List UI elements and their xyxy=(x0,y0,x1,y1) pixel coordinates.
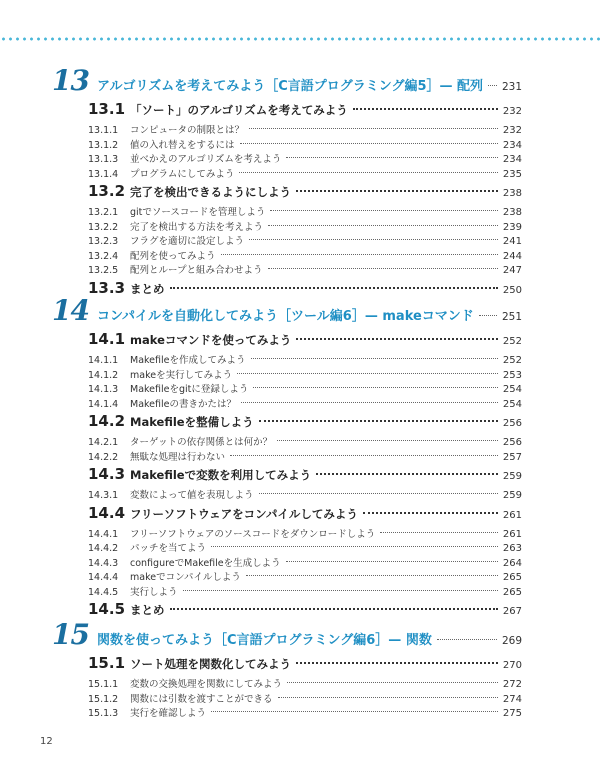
subsection-entry xyxy=(88,204,522,218)
page-ref: 251 xyxy=(501,311,522,323)
page-ref: 232 xyxy=(502,106,522,117)
section-number: 13.2 xyxy=(88,182,126,200)
subsection-title: 完了を検出する方法を考えよう xyxy=(130,221,264,233)
chapter-title: 関数を使ってみよう［C言語プログラミング編6］— 関数 xyxy=(96,633,432,648)
subsection-entry xyxy=(88,691,522,705)
page-ref: 275 xyxy=(502,708,522,719)
dot-leader xyxy=(268,268,498,269)
subsection-number: 14.4.2 xyxy=(88,543,119,554)
page-ref: 244 xyxy=(502,250,522,262)
dot-leader xyxy=(363,512,498,514)
page-ref: 259 xyxy=(502,490,522,501)
section-entry xyxy=(88,330,522,348)
page-ref: 263 xyxy=(502,543,522,554)
subsection-entry xyxy=(88,555,522,569)
page-ref: 241 xyxy=(502,236,522,247)
subsection-title: 実行しよう xyxy=(130,586,178,598)
page-ref: 250 xyxy=(502,284,522,296)
dot-leader xyxy=(249,239,498,240)
subsection-number: 13.2.2 xyxy=(88,221,119,233)
dot-leader xyxy=(278,697,498,698)
subsection-title: フラグを適切に設定しよう xyxy=(130,236,245,247)
subsection-number: 15.1.3 xyxy=(88,708,119,719)
dot-leader xyxy=(183,590,498,591)
dot-leader xyxy=(286,561,498,562)
chapter-number: 13 xyxy=(52,64,89,97)
chapter-heading xyxy=(52,64,522,97)
page-ref: 239 xyxy=(502,221,522,233)
section-number: 14.4 xyxy=(88,503,126,522)
page-ref: 238 xyxy=(502,188,522,199)
subsection-number: 13.2.5 xyxy=(88,265,119,276)
subsection-title: 並べかえのアルゴリズムを考えよう xyxy=(130,154,282,165)
section-entry xyxy=(88,654,522,672)
dot-leader xyxy=(353,108,498,110)
subsection-title: コンピュータの制限とは？ xyxy=(130,125,245,136)
page-ref: 261 xyxy=(502,528,522,540)
section-title: makeコマンドを使ってみよう xyxy=(130,333,292,347)
dot-leader xyxy=(237,373,498,374)
section-entry xyxy=(88,504,522,522)
section-title: まとめ xyxy=(130,603,165,617)
subsection-number: 14.4.4 xyxy=(88,572,119,583)
subsection-number: 13.1.4 xyxy=(88,168,119,180)
dot-leader xyxy=(316,473,498,475)
subsection-number: 13.2.4 xyxy=(88,250,119,262)
subsection-number: 14.3.1 xyxy=(88,490,119,501)
subsection-title: プログラムにしてみよう xyxy=(130,168,235,180)
section-entry xyxy=(88,412,522,430)
subsection-number: 14.2.1 xyxy=(88,437,119,448)
dot-leader xyxy=(240,143,498,144)
page-ref: 234 xyxy=(502,154,522,165)
page-ref: 254 xyxy=(502,398,522,410)
subsection-entry xyxy=(88,584,522,598)
section-entry xyxy=(88,100,522,118)
page-ref: 254 xyxy=(502,384,522,395)
dot-leader xyxy=(270,210,497,211)
subsection-entry xyxy=(88,262,522,276)
subsection-entry xyxy=(88,166,522,180)
dot-leader xyxy=(211,546,498,547)
section-number: 14.1 xyxy=(88,330,126,348)
subsection-entry xyxy=(88,367,522,381)
section-title: 完了を検出できるようにしよう xyxy=(130,185,291,199)
subsection-entry xyxy=(88,569,522,583)
dot-leader xyxy=(246,575,498,576)
page-ref: 259 xyxy=(502,471,522,482)
subsection-title: 配列とループと組み合わせよう xyxy=(130,265,263,276)
page-ref: 267 xyxy=(502,606,522,617)
subsection-number: 13.1.3 xyxy=(88,154,119,165)
subsection-number: 14.2.2 xyxy=(88,451,119,463)
subsection-title: Makefileをgitに登録しよう xyxy=(130,384,249,395)
subsection-number: 14.4.3 xyxy=(88,557,119,569)
subsection-entry xyxy=(88,248,522,262)
subsection-entry xyxy=(88,396,522,410)
dot-leader xyxy=(239,172,498,173)
section-entry xyxy=(88,182,522,200)
subsection-entry xyxy=(88,434,522,448)
chapter-title: アルゴリズムを考えてみよう［C言語プログラミング編5］— 配列 xyxy=(96,79,484,94)
section-entry xyxy=(88,465,522,483)
dot-leader xyxy=(268,225,498,226)
dot-leader xyxy=(296,338,498,340)
subsection-number: 14.1.1 xyxy=(88,355,119,366)
decorative-dot-border xyxy=(0,37,600,41)
subsection-number: 14.1.4 xyxy=(88,398,119,410)
page-ref: 232 xyxy=(502,125,522,136)
section-title: Makefileで変数を利用してみよう xyxy=(130,468,312,482)
subsection-title: configureでMakefileを生成しよう xyxy=(130,557,281,569)
subsection-number: 14.1.3 xyxy=(88,384,119,395)
subsection-number: 15.1.2 xyxy=(88,693,119,705)
chapter-title: コンパイルを自動化してみよう［ツール編6］— makeコマンド xyxy=(96,309,474,324)
dot-leader xyxy=(437,639,497,640)
dot-leader xyxy=(221,254,498,255)
subsection-title: Makefileの書きかたは？ xyxy=(130,398,236,410)
subsection-title: 変数の交換処理を関数にしてみよう xyxy=(130,679,283,690)
subsection-entry xyxy=(88,352,522,366)
subsection-title: 変数によって値を表現しよう xyxy=(130,490,254,501)
section-title: ソート処理を関数化してみよう xyxy=(130,657,291,671)
page-ref: 265 xyxy=(502,572,522,583)
section-number: 13.1 xyxy=(88,100,126,118)
subsection-entry xyxy=(88,540,522,554)
page-ref: 269 xyxy=(501,635,522,647)
section-number: 14.5 xyxy=(88,600,126,618)
page-ref: 270 xyxy=(502,660,522,671)
dot-leader xyxy=(488,85,497,86)
dot-leader xyxy=(296,190,498,192)
subsection-title: Makefileを作成してみよう xyxy=(130,355,246,366)
dot-leader xyxy=(249,128,498,129)
subsection-number: 14.4.1 xyxy=(88,528,119,540)
subsection-entry xyxy=(88,233,522,247)
dot-leader xyxy=(286,157,497,158)
chapter-heading xyxy=(52,294,522,327)
dot-leader xyxy=(251,358,498,359)
subsection-number: 13.1.2 xyxy=(88,139,119,151)
subsection-title: フリーソフトウェアのソースコードをダウンロードしよう xyxy=(130,528,376,540)
dot-leader xyxy=(230,455,498,456)
section-title: フリーソフトウェアをコンパイルしてみよう xyxy=(130,506,358,521)
page-ref: 238 xyxy=(502,207,522,218)
dot-leader xyxy=(259,420,498,422)
dot-leader xyxy=(259,493,498,494)
page-ref: 252 xyxy=(502,355,522,366)
subsection-number: 14.1.2 xyxy=(88,369,119,381)
subsection-number: 13.2.3 xyxy=(88,236,119,247)
dot-leader xyxy=(380,532,498,533)
dot-leader xyxy=(277,440,498,441)
subsection-title: makeを実行してみよう xyxy=(130,369,233,381)
subsection-title: 実行を確認しよう xyxy=(130,708,207,719)
page-ref: 257 xyxy=(502,451,522,463)
page-ref: 265 xyxy=(502,586,522,598)
dot-leader xyxy=(211,711,498,712)
subsection-entry xyxy=(88,381,522,395)
subsection-number: 15.1.1 xyxy=(88,679,119,690)
subsection-entry xyxy=(88,449,522,463)
subsection-title: gitでソースコードを管理しよう xyxy=(130,207,266,218)
dot-leader xyxy=(479,315,497,316)
dot-leader xyxy=(296,662,498,664)
page-ref: 272 xyxy=(502,679,522,690)
subsection-entry xyxy=(88,676,522,690)
subsection-entry xyxy=(88,705,522,719)
chapter-number: 14 xyxy=(52,294,89,327)
section-title: まとめ xyxy=(130,281,165,296)
subsection-entry xyxy=(88,526,522,540)
page-ref: 256 xyxy=(502,418,522,429)
page-ref: 234 xyxy=(502,139,522,151)
page-ref: 256 xyxy=(502,437,522,448)
subsection-entry xyxy=(88,219,522,233)
page-ref: 247 xyxy=(502,265,522,276)
subsection-title: makeでコンパイルしよう xyxy=(130,572,241,583)
section-entry xyxy=(88,600,522,618)
subsection-title: 無駄な処理は行わない xyxy=(130,451,226,463)
subsection-title: 関数には引数を渡すことができる xyxy=(130,693,273,705)
page-ref: 231 xyxy=(501,81,522,93)
subsection-number: 14.4.5 xyxy=(88,586,119,598)
page-ref: 261 xyxy=(502,509,522,521)
subsection-title: 配列を使ってみよう xyxy=(130,250,216,262)
subsection-entry xyxy=(88,151,522,165)
subsection-entry xyxy=(88,137,522,151)
section-title: Makefileを整備しよう xyxy=(130,415,254,429)
subsection-number: 13.1.1 xyxy=(88,125,119,136)
dot-leader xyxy=(253,387,498,388)
chapter-heading xyxy=(52,618,522,651)
page-ref: 252 xyxy=(502,336,522,347)
page-ref: 253 xyxy=(502,369,522,381)
subsection-title: ターゲットの依存関係とは何か？ xyxy=(130,437,273,448)
section-title: 「ソート」のアルゴリズムを考えてみよう xyxy=(130,103,348,117)
chapter-number: 15 xyxy=(52,618,89,651)
subsection-title: パッチを当てよう xyxy=(130,543,207,554)
dot-leader xyxy=(241,402,498,403)
subsection-number: 13.2.1 xyxy=(88,207,119,218)
section-number: 14.2 xyxy=(88,412,126,430)
dot-leader xyxy=(170,287,498,289)
subsection-entry xyxy=(88,487,522,501)
section-number: 13.3 xyxy=(88,278,126,297)
subsection-entry xyxy=(88,122,522,136)
dot-leader xyxy=(170,608,498,610)
dot-leader xyxy=(287,682,498,683)
page-ref: 264 xyxy=(502,557,522,569)
section-number: 14.3 xyxy=(88,465,126,483)
page-ref: 235 xyxy=(502,168,522,180)
subsection-title: 値の入れ替えをするには xyxy=(130,139,235,151)
section-number: 15.1 xyxy=(88,654,126,672)
page-number: 12 xyxy=(40,736,53,747)
page-ref: 274 xyxy=(502,693,522,705)
